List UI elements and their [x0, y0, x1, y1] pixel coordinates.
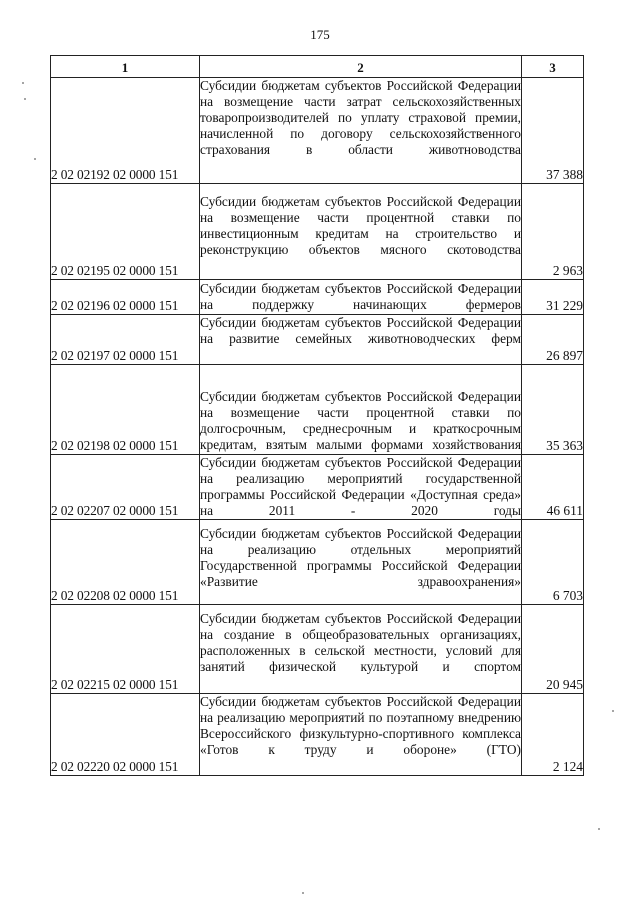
- amount-value: 26 897: [522, 315, 584, 365]
- amount-value: 35 363: [522, 365, 584, 455]
- revenue-description: [200, 520, 522, 605]
- table-row: [51, 315, 584, 365]
- header-row: [51, 56, 584, 78]
- description-text: Субсидии бюджетам субъектов Российской Федерации на реализацию мероприятий государственной программы Российской Федерации «Доступная среда» на 2011 - 2020 годы: [200, 455, 521, 518]
- table-row: [51, 184, 584, 280]
- table-row: [51, 520, 584, 605]
- amount-value: 46 611: [522, 455, 584, 520]
- revenue-description: [200, 184, 522, 280]
- table-row: [51, 455, 584, 520]
- budget-table: [50, 55, 584, 776]
- amount-value: 6 703: [522, 520, 584, 605]
- scan-speck: [22, 82, 24, 84]
- amount-value: 2 124: [522, 694, 584, 776]
- table-row: [51, 280, 584, 315]
- revenue-description: [200, 365, 522, 455]
- description-text: Субсидии бюджетам субъектов Российской Федерации на возмещение части процентной ставки по инвестиционным кредитам на строительство и реконструкцию объектов мясного скотоводства: [200, 194, 521, 257]
- classification-code: 2 02 02208 02 0000 151: [51, 520, 200, 605]
- revenue-description: [200, 694, 522, 776]
- table-row: [51, 78, 584, 184]
- description-text: Субсидии бюджетам субъектов Российской Федерации на возмещение части процентной ставки по долгосрочным, среднесрочным и краткосрочным кредитам, взятым малыми формами хозяйствования: [200, 389, 521, 452]
- table-row: [51, 365, 584, 455]
- scan-speck: [34, 158, 36, 160]
- description-text: Субсидии бюджетам субъектов Российской Федерации на поддержку начинающих фермеров: [200, 281, 521, 312]
- amount-value: 31 229: [522, 280, 584, 315]
- classification-code: 2 02 02220 02 0000 151: [51, 694, 200, 776]
- classification-code: 2 02 02196 02 0000 151: [51, 280, 200, 315]
- column-header-1: 1: [51, 56, 200, 78]
- description-text: Субсидии бюджетам субъектов Российской Федерации на развитие семейных животноводческих ферм: [200, 315, 521, 346]
- scan-speck: [598, 828, 600, 830]
- description-text: Субсидии бюджетам субъектов Российской Федерации на реализацию отдельных мероприятий Государственной программы Российской Федерации «Развитие здравоохранения»: [200, 526, 521, 589]
- table-row: [51, 694, 584, 776]
- classification-code: 2 02 02192 02 0000 151: [51, 78, 200, 184]
- table-row: [51, 605, 584, 694]
- page-number: 175: [310, 27, 330, 42]
- scan-speck: [302, 892, 304, 894]
- description-text: Субсидии бюджетам субъектов Российской Федерации на создание в общеобразовательных организациях, расположенных в сельской местности, условий для занятий физической культурой и спортом: [200, 611, 521, 674]
- scan-speck: [612, 710, 614, 712]
- classification-code: 2 02 02207 02 0000 151: [51, 455, 200, 520]
- column-header-2: 2: [200, 56, 522, 78]
- scan-speck: [24, 98, 26, 100]
- revenue-description: [200, 315, 522, 365]
- description-text: Субсидии бюджетам субъектов Российской Федерации на реализацию мероприятий по поэтапному внедрению Всероссийского физкультурно-спортивного комплекса «Готов к труду и обороне» (ГТО): [200, 694, 521, 757]
- classification-code: 2 02 02197 02 0000 151: [51, 315, 200, 365]
- amount-value: 20 945: [522, 605, 584, 694]
- revenue-description: [200, 280, 522, 315]
- description-text: Субсидии бюджетам субъектов Российской Федерации на возмещение части затрат сельскохозяйственных товаропроизводителей по уплату страховой премии, начисленной по договору сельскохозяйственного страхования в области животноводства: [200, 78, 521, 157]
- classification-code: 2 02 02195 02 0000 151: [51, 184, 200, 280]
- column-header-3: 3: [522, 56, 584, 78]
- revenue-description: [200, 455, 522, 520]
- classification-code: 2 02 02215 02 0000 151: [51, 605, 200, 694]
- amount-value: 37 388: [522, 78, 584, 184]
- amount-value: 2 963: [522, 184, 584, 280]
- revenue-description: [200, 605, 522, 694]
- classification-code: 2 02 02198 02 0000 151: [51, 365, 200, 455]
- revenue-description: [200, 78, 522, 184]
